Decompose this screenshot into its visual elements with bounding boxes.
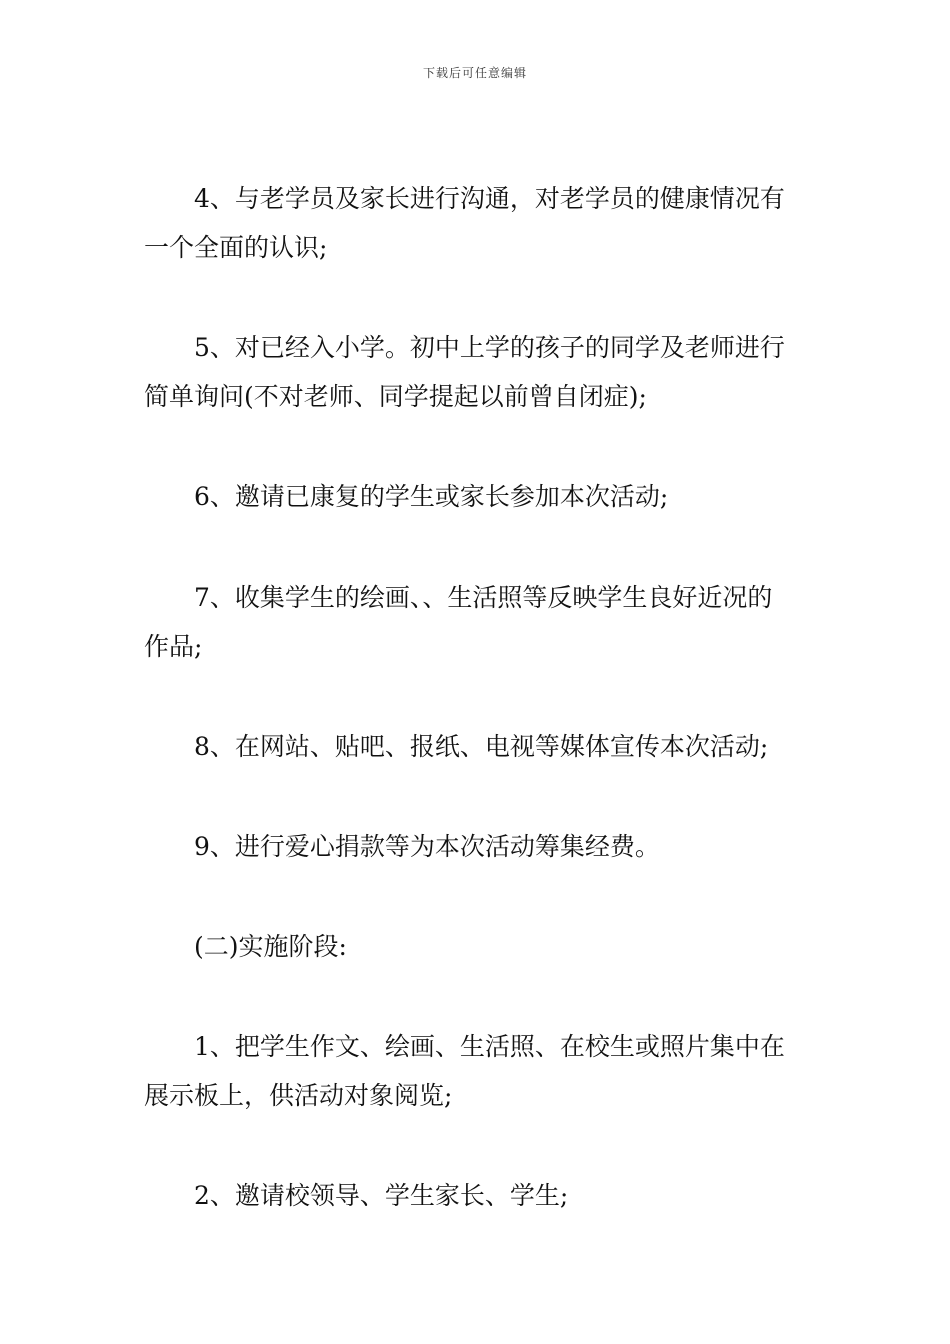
paragraph-8 <box>144 722 808 771</box>
paragraph-line: 作品; <box>144 632 203 661</box>
page-header: 下载后可任意编辑 <box>422 66 527 80</box>
paragraph-4 <box>144 174 808 272</box>
paragraph-line: 4、与老学员及家长进行沟通，对老学员的健康情况有 <box>194 184 785 213</box>
paragraph-line: 简单询问(不对老师、同学提起以前曾自闭症); <box>144 382 647 411</box>
paragraph-line: 展示板上，供活动对象阅览; <box>144 1081 453 1110</box>
paragraph-line: 7、收集学生的绘画、、生活照等反映学生良好近况的 <box>194 583 773 612</box>
paragraph-line: (二)实施阶段: <box>194 932 347 961</box>
paragraph-7 <box>144 573 808 671</box>
paragraph-9 <box>144 822 808 871</box>
paragraph-5 <box>144 323 808 421</box>
paragraph-line: 8、在网站、贴吧、报纸、电视等媒体宣传本次活动; <box>194 732 769 761</box>
paragraph-line: 一个全面的认识; <box>144 233 328 262</box>
paragraph-impl-1 <box>144 1022 808 1120</box>
paragraph-impl-2 <box>144 1171 808 1220</box>
paragraph-line: 2、邀请校领导、学生家长、学生; <box>194 1181 569 1210</box>
section-heading-implementation <box>144 922 808 971</box>
paragraph-line: 9、进行爱心捐款等为本次活动筹集经费。 <box>194 832 660 861</box>
paragraph-line: 5、对已经入小学。初中上学的孩子的同学及老师进行 <box>194 333 785 362</box>
paragraph-line: 6、邀请已康复的学生或家长参加本次活动; <box>194 482 669 511</box>
paragraph-line: 1、把学生作文、绘画、生活照、在校生或照片集中在 <box>194 1032 785 1061</box>
paragraph-6 <box>144 472 808 521</box>
